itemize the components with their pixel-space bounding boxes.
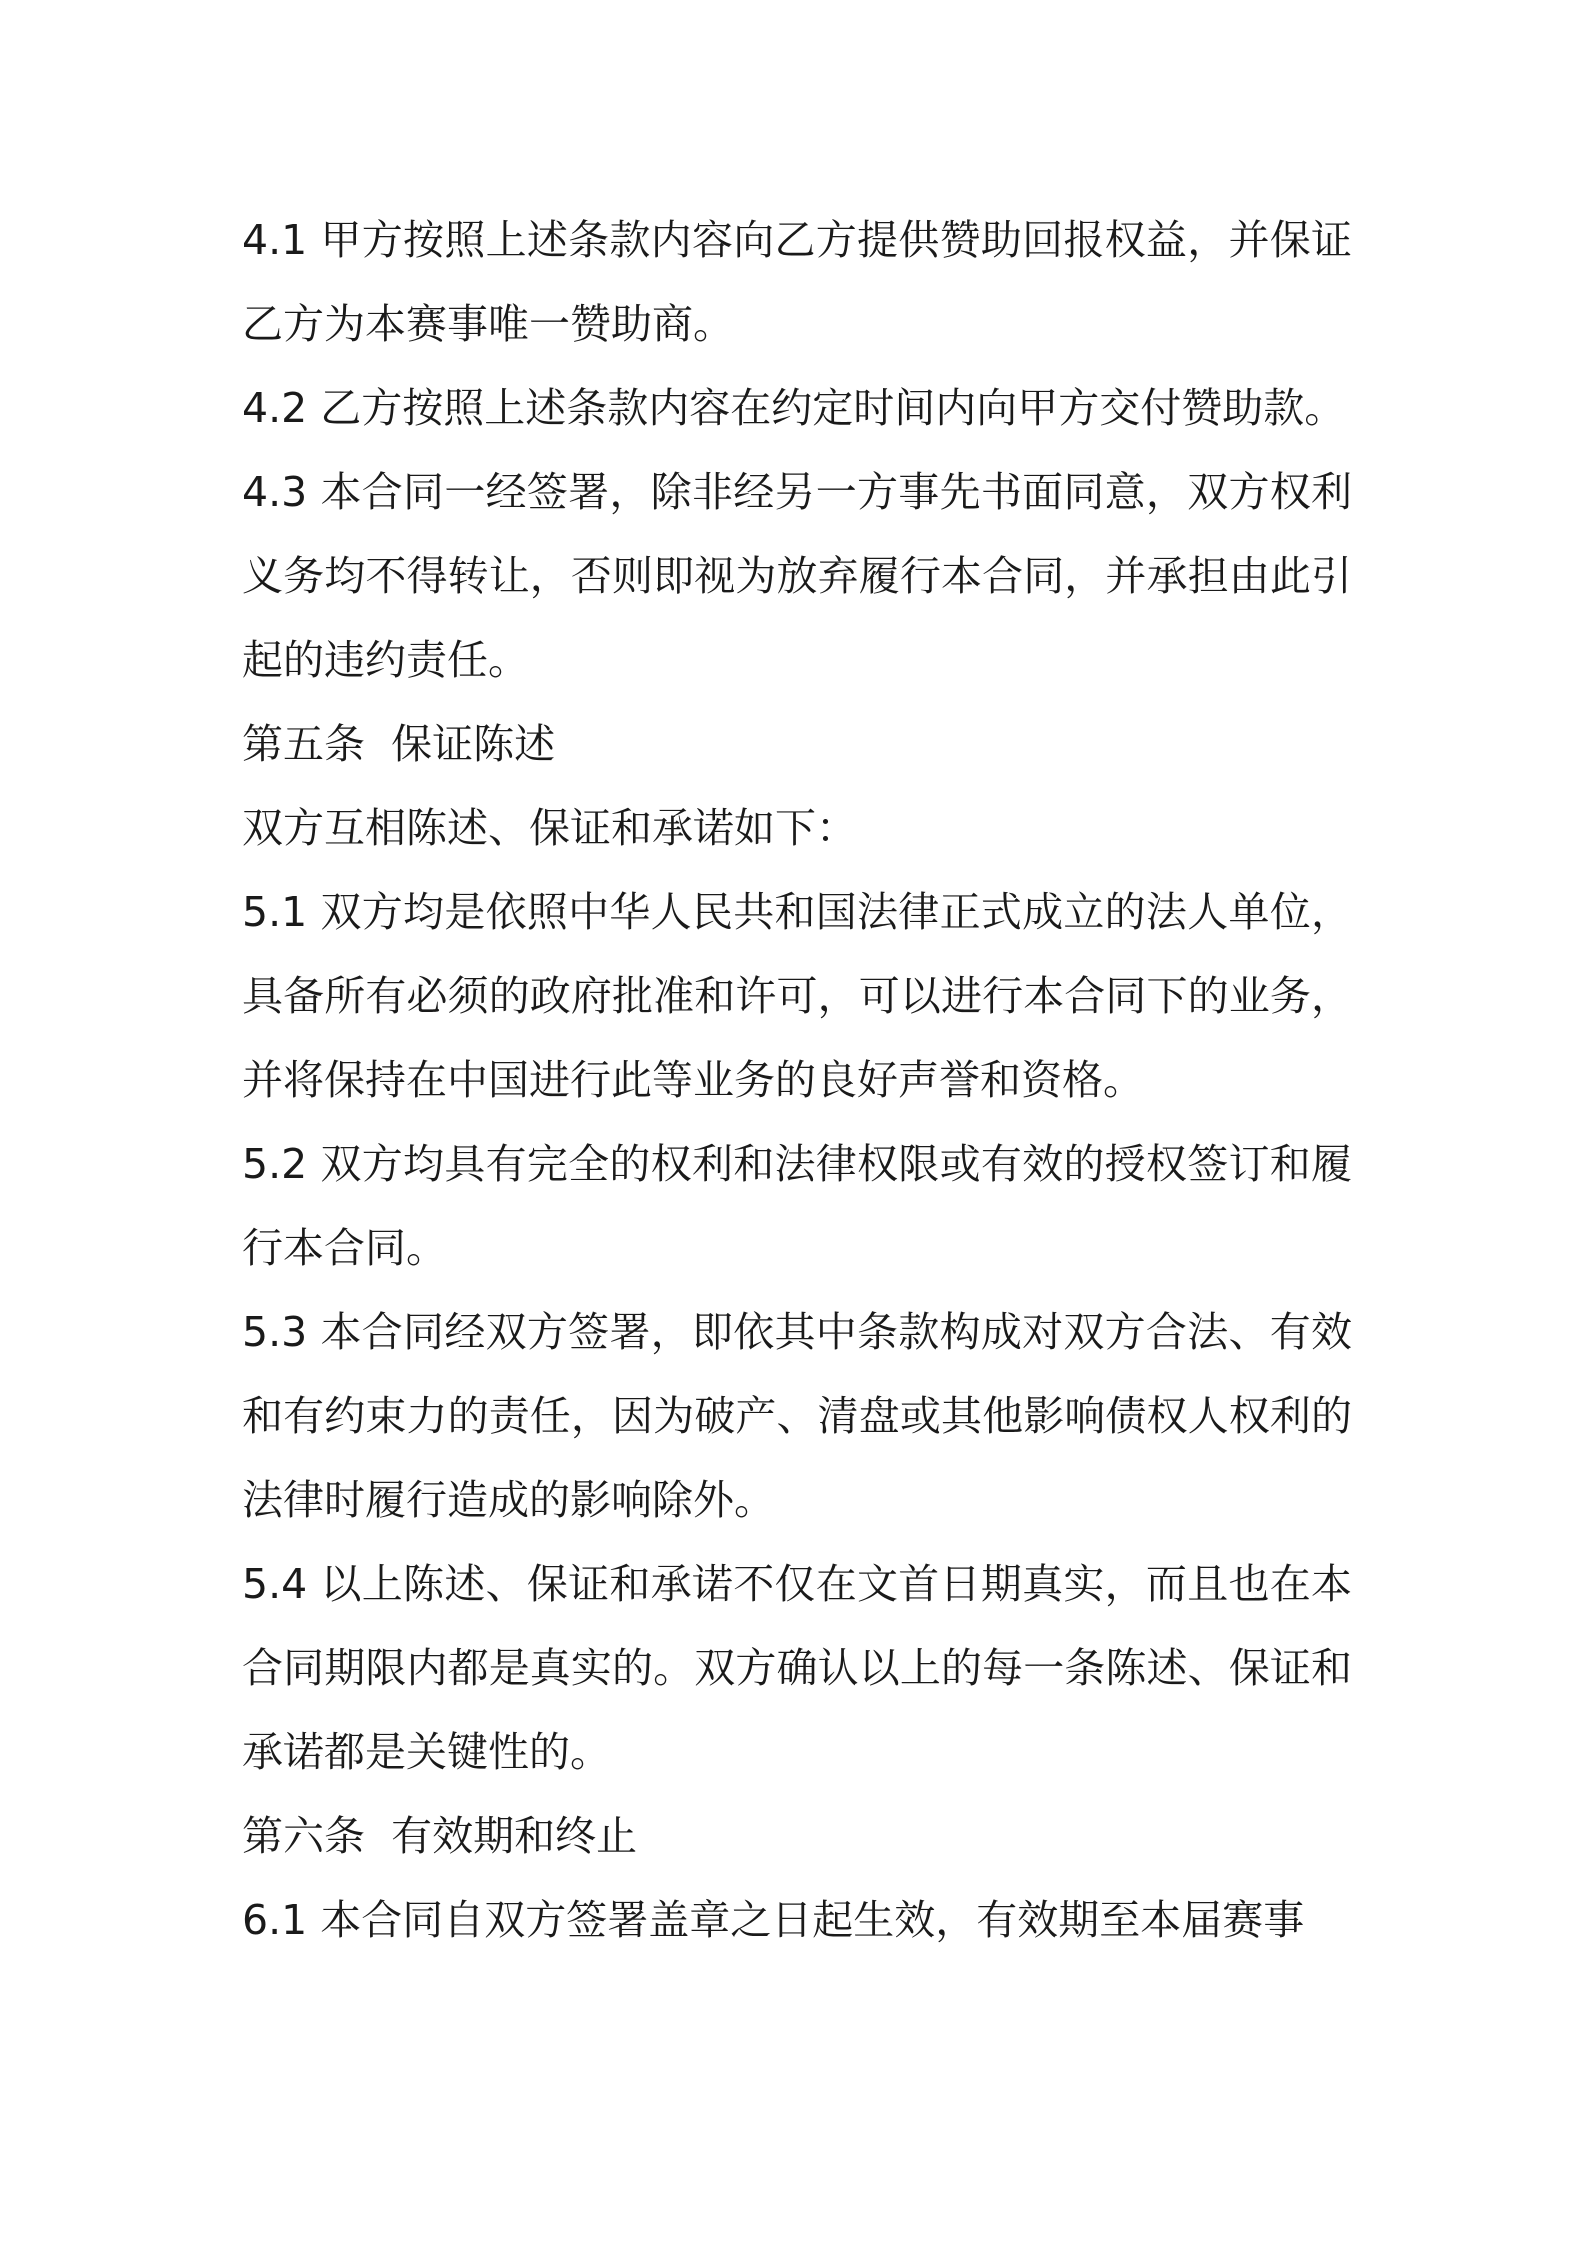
clause-5-2: 5.2 双方均具有完全的权利和法律权限或有效的授权签订和履行本合同。 xyxy=(242,1140,1352,1272)
article-5-intro: 双方互相陈述、保证和承诺如下： xyxy=(242,804,857,852)
clause-5-3: 5.3 本合同经双方签署，即依其中条款构成对双方合法、有效和有约束力的责任，因为破产、清盘或其他影响债权人权利的法律时履行造成的影响除外。 xyxy=(242,1308,1352,1524)
clause-4-3: 4.3 本合同一经签署，除非经另一方事先书面同意，双方权利义务均不得转让，否则即视为放弃履行本合同，并承担由此引起的违约责任。 xyxy=(242,468,1352,684)
document-page xyxy=(242,198,1352,1962)
article-6-heading: 第六条 有效期和终止 xyxy=(242,1812,638,1860)
clause-6-1: 6.1 本合同自双方签署盖章之日起生效，有效期至本届赛事 xyxy=(242,1896,1305,1944)
clause-5-4: 5.4 以上陈述、保证和承诺不仅在文首日期真实，而且也在本合同期限内都是真实的。双方确认以上的每一条陈述、保证和承诺都是关键性的。 xyxy=(242,1560,1352,1776)
clause-5-1: 5.1 双方均是依照中华人民共和国法律正式成立的法人单位，具备所有必须的政府批准和许可，可以进行本合同下的业务，并将保持在中国进行此等业务的良好声誉和资格。 xyxy=(242,888,1352,1104)
clause-4-1: 4.1 甲方按照上述条款内容向乙方提供赞助回报权益，并保证乙方为本赛事唯一赞助商。 xyxy=(242,216,1352,348)
article-5-heading: 第五条 保证陈述 xyxy=(242,720,556,768)
clause-4-2: 4.2 乙方按照上述条款内容在约定时间内向甲方交付赞助款。 xyxy=(242,384,1346,432)
